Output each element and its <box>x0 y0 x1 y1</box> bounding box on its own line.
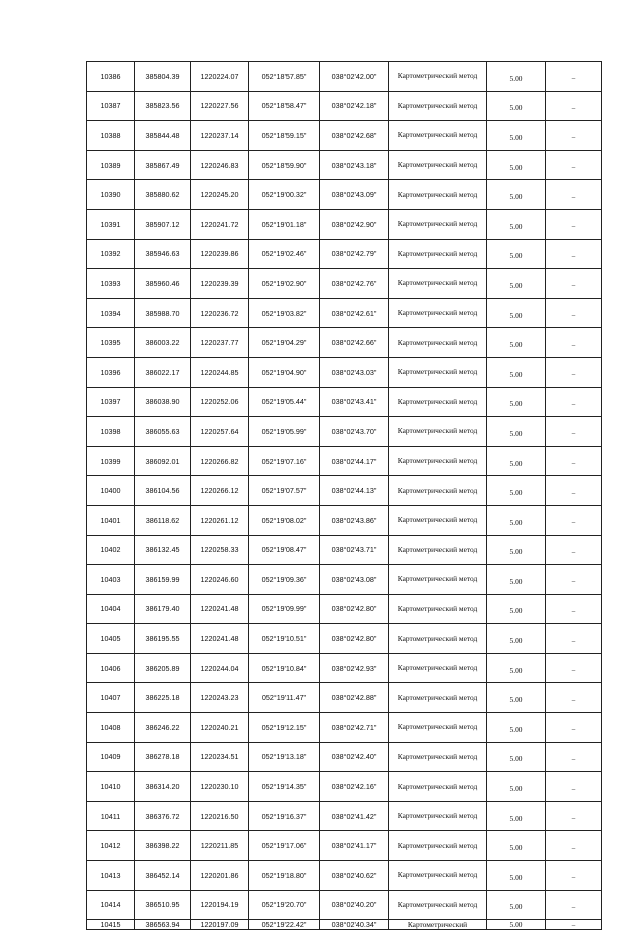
note-cell: – <box>546 742 602 772</box>
point-number-cell: 10409 <box>87 742 135 772</box>
latitude-cell: 052°19'13.18" <box>249 742 320 772</box>
latitude-cell: 052°19'07.57" <box>249 476 320 506</box>
x-coordinate-cell: 386022.17 <box>135 357 191 387</box>
method-cell: Картометрический метод <box>389 713 487 743</box>
latitude-cell: 052°19'02.46" <box>249 239 320 269</box>
accuracy-cell: 5.00 <box>487 920 546 930</box>
longitude-cell: 038°02'43.08" <box>320 565 389 595</box>
latitude-cell: 052°19'10.51" <box>249 624 320 654</box>
note-cell: – <box>546 801 602 831</box>
accuracy-cell: 5.00 <box>487 742 546 772</box>
accuracy-cell: 5.00 <box>487 269 546 299</box>
note-cell: – <box>546 861 602 891</box>
point-number-cell: 10401 <box>87 505 135 535</box>
table-row <box>87 653 602 683</box>
x-coordinate-cell: 386159.99 <box>135 565 191 595</box>
longitude-cell: 038°02'42.00" <box>320 62 389 92</box>
note-cell: – <box>546 624 602 654</box>
x-coordinate-cell: 385907.12 <box>135 209 191 239</box>
accuracy-cell: 5.00 <box>487 121 546 151</box>
method-cell: Картометрический метод <box>389 653 487 683</box>
y-coordinate-cell: 1220241.48 <box>191 624 249 654</box>
accuracy-cell: 5.00 <box>487 446 546 476</box>
longitude-cell: 038°02'43.18" <box>320 150 389 180</box>
point-number-cell: 10388 <box>87 121 135 151</box>
y-coordinate-cell: 1220239.86 <box>191 239 249 269</box>
table-row <box>87 387 602 417</box>
table-row <box>87 565 602 595</box>
latitude-cell: 052°19'17.06" <box>249 831 320 861</box>
table-row <box>87 535 602 565</box>
note-cell: – <box>546 239 602 269</box>
table-row <box>87 624 602 654</box>
x-coordinate-cell: 386132.45 <box>135 535 191 565</box>
method-cell: Картометрический метод <box>389 446 487 476</box>
y-coordinate-cell: 1220237.77 <box>191 328 249 358</box>
accuracy-cell: 5.00 <box>487 624 546 654</box>
method-cell: Картометрический метод <box>389 417 487 447</box>
accuracy-cell: 5.00 <box>487 417 546 447</box>
note-cell: – <box>546 328 602 358</box>
latitude-cell: 052°19'12.15" <box>249 713 320 743</box>
x-coordinate-cell: 386055.63 <box>135 417 191 447</box>
method-cell: Картометрический метод <box>389 565 487 595</box>
method-cell: Картометрический <box>389 920 487 930</box>
point-number-cell: 10402 <box>87 535 135 565</box>
point-number-cell: 10414 <box>87 890 135 920</box>
longitude-cell: 038°02'44.13" <box>320 476 389 506</box>
table-row <box>87 505 602 535</box>
latitude-cell: 052°19'05.44" <box>249 387 320 417</box>
latitude-cell: 052°19'02.90" <box>249 269 320 299</box>
latitude-cell: 052°19'01.18" <box>249 209 320 239</box>
accuracy-cell: 5.00 <box>487 91 546 121</box>
accuracy-cell: 5.00 <box>487 505 546 535</box>
y-coordinate-cell: 1220197.09 <box>191 920 249 930</box>
y-coordinate-cell: 1220258.33 <box>191 535 249 565</box>
longitude-cell: 038°02'44.17" <box>320 446 389 476</box>
longitude-cell: 038°02'41.42" <box>320 801 389 831</box>
x-coordinate-cell: 386225.18 <box>135 683 191 713</box>
note-cell: – <box>546 387 602 417</box>
x-coordinate-cell: 385867.49 <box>135 150 191 180</box>
x-coordinate-cell: 385880.62 <box>135 180 191 210</box>
note-cell: – <box>546 683 602 713</box>
note-cell: – <box>546 772 602 802</box>
y-coordinate-cell: 1220237.14 <box>191 121 249 151</box>
method-cell: Картометрический метод <box>389 121 487 151</box>
note-cell: – <box>546 713 602 743</box>
x-coordinate-cell: 386563.94 <box>135 920 191 930</box>
method-cell: Картометрический метод <box>389 594 487 624</box>
note-cell: – <box>546 269 602 299</box>
longitude-cell: 038°02'42.90" <box>320 209 389 239</box>
accuracy-cell: 5.00 <box>487 298 546 328</box>
y-coordinate-cell: 1220266.12 <box>191 476 249 506</box>
y-coordinate-cell: 1220211.85 <box>191 831 249 861</box>
longitude-cell: 038°02'43.03" <box>320 357 389 387</box>
table-row <box>87 801 602 831</box>
method-cell: Картометрический метод <box>389 624 487 654</box>
longitude-cell: 038°02'42.16" <box>320 772 389 802</box>
y-coordinate-cell: 1220252.06 <box>191 387 249 417</box>
latitude-cell: 052°19'04.29" <box>249 328 320 358</box>
point-number-cell: 10403 <box>87 565 135 595</box>
x-coordinate-cell: 385844.48 <box>135 121 191 151</box>
point-number-cell: 10413 <box>87 861 135 891</box>
latitude-cell: 052°18'57.85" <box>249 62 320 92</box>
method-cell: Картометрический метод <box>389 328 487 358</box>
note-cell: – <box>546 594 602 624</box>
table-row <box>87 742 602 772</box>
method-cell: Картометрический метод <box>389 476 487 506</box>
method-cell: Картометрический метод <box>389 62 487 92</box>
x-coordinate-cell: 385988.70 <box>135 298 191 328</box>
accuracy-cell: 5.00 <box>487 150 546 180</box>
note-cell: – <box>546 180 602 210</box>
longitude-cell: 038°02'43.71" <box>320 535 389 565</box>
x-coordinate-cell: 386092.01 <box>135 446 191 476</box>
point-number-cell: 10386 <box>87 62 135 92</box>
accuracy-cell: 5.00 <box>487 594 546 624</box>
table-row <box>87 328 602 358</box>
table-row <box>87 180 602 210</box>
accuracy-cell: 5.00 <box>487 328 546 358</box>
note-cell: – <box>546 831 602 861</box>
latitude-cell: 052°19'18.80" <box>249 861 320 891</box>
point-number-cell: 10415 <box>87 920 135 930</box>
latitude-cell: 052°19'11.47" <box>249 683 320 713</box>
table-body <box>87 62 602 930</box>
coordinates-table <box>86 61 602 930</box>
method-cell: Картометрический метод <box>389 831 487 861</box>
table-row <box>87 476 602 506</box>
y-coordinate-cell: 1220234.51 <box>191 742 249 772</box>
y-coordinate-cell: 1220246.60 <box>191 565 249 595</box>
note-cell: – <box>546 565 602 595</box>
accuracy-cell: 5.00 <box>487 713 546 743</box>
point-number-cell: 10400 <box>87 476 135 506</box>
accuracy-cell: 5.00 <box>487 683 546 713</box>
method-cell: Картометрический метод <box>389 298 487 328</box>
longitude-cell: 038°02'42.18" <box>320 91 389 121</box>
note-cell: – <box>546 91 602 121</box>
x-coordinate-cell: 386376.72 <box>135 801 191 831</box>
point-number-cell: 10405 <box>87 624 135 654</box>
table-row <box>87 239 602 269</box>
note-cell: – <box>546 150 602 180</box>
y-coordinate-cell: 1220230.10 <box>191 772 249 802</box>
table-row <box>87 446 602 476</box>
x-coordinate-cell: 386104.56 <box>135 476 191 506</box>
y-coordinate-cell: 1220244.85 <box>191 357 249 387</box>
note-cell: – <box>546 62 602 92</box>
note-cell: – <box>546 417 602 447</box>
longitude-cell: 038°02'42.80" <box>320 624 389 654</box>
y-coordinate-cell: 1220236.72 <box>191 298 249 328</box>
point-number-cell: 10411 <box>87 801 135 831</box>
latitude-cell: 052°19'05.99" <box>249 417 320 447</box>
note-cell: – <box>546 298 602 328</box>
x-coordinate-cell: 385960.46 <box>135 269 191 299</box>
latitude-cell: 052°19'03.82" <box>249 298 320 328</box>
latitude-cell: 052°19'07.16" <box>249 446 320 476</box>
method-cell: Картометрический метод <box>389 357 487 387</box>
table-row <box>87 920 602 930</box>
note-cell: – <box>546 535 602 565</box>
method-cell: Картометрический метод <box>389 180 487 210</box>
method-cell: Картометрический метод <box>389 801 487 831</box>
longitude-cell: 038°02'42.80" <box>320 594 389 624</box>
note-cell: – <box>546 357 602 387</box>
point-number-cell: 10398 <box>87 417 135 447</box>
latitude-cell: 052°19'00.32" <box>249 180 320 210</box>
longitude-cell: 038°02'41.17" <box>320 831 389 861</box>
y-coordinate-cell: 1220243.23 <box>191 683 249 713</box>
accuracy-cell: 5.00 <box>487 772 546 802</box>
latitude-cell: 052°19'14.35" <box>249 772 320 802</box>
longitude-cell: 038°02'43.70" <box>320 417 389 447</box>
table-row <box>87 683 602 713</box>
table-row <box>87 772 602 802</box>
longitude-cell: 038°02'40.20" <box>320 890 389 920</box>
x-coordinate-cell: 385946.63 <box>135 239 191 269</box>
longitude-cell: 038°02'42.61" <box>320 298 389 328</box>
accuracy-cell: 5.00 <box>487 890 546 920</box>
method-cell: Картометрический метод <box>389 890 487 920</box>
note-cell: – <box>546 890 602 920</box>
method-cell: Картометрический метод <box>389 387 487 417</box>
accuracy-cell: 5.00 <box>487 387 546 417</box>
x-coordinate-cell: 386003.22 <box>135 328 191 358</box>
x-coordinate-cell: 386195.55 <box>135 624 191 654</box>
longitude-cell: 038°02'42.68" <box>320 121 389 151</box>
table-row <box>87 62 602 92</box>
accuracy-cell: 5.00 <box>487 535 546 565</box>
table-row <box>87 298 602 328</box>
y-coordinate-cell: 1220239.39 <box>191 269 249 299</box>
table-row <box>87 861 602 891</box>
point-number-cell: 10393 <box>87 269 135 299</box>
accuracy-cell: 5.00 <box>487 476 546 506</box>
method-cell: Картометрический метод <box>389 239 487 269</box>
x-coordinate-cell: 386398.22 <box>135 831 191 861</box>
longitude-cell: 038°02'42.88" <box>320 683 389 713</box>
latitude-cell: 052°19'10.84" <box>249 653 320 683</box>
note-cell: – <box>546 505 602 535</box>
longitude-cell: 038°02'42.79" <box>320 239 389 269</box>
x-coordinate-cell: 386278.18 <box>135 742 191 772</box>
point-number-cell: 10389 <box>87 150 135 180</box>
point-number-cell: 10390 <box>87 180 135 210</box>
longitude-cell: 038°02'40.62" <box>320 861 389 891</box>
x-coordinate-cell: 386038.90 <box>135 387 191 417</box>
accuracy-cell: 5.00 <box>487 831 546 861</box>
point-number-cell: 10391 <box>87 209 135 239</box>
y-coordinate-cell: 1220240.21 <box>191 713 249 743</box>
method-cell: Картометрический метод <box>389 150 487 180</box>
y-coordinate-cell: 1220201.86 <box>191 861 249 891</box>
table-row <box>87 417 602 447</box>
y-coordinate-cell: 1220194.19 <box>191 890 249 920</box>
latitude-cell: 052°19'20.70" <box>249 890 320 920</box>
accuracy-cell: 5.00 <box>487 565 546 595</box>
latitude-cell: 052°19'09.36" <box>249 565 320 595</box>
longitude-cell: 038°02'42.76" <box>320 269 389 299</box>
y-coordinate-cell: 1220224.07 <box>191 62 249 92</box>
method-cell: Картометрический метод <box>389 91 487 121</box>
accuracy-cell: 5.00 <box>487 801 546 831</box>
point-number-cell: 10410 <box>87 772 135 802</box>
point-number-cell: 10394 <box>87 298 135 328</box>
point-number-cell: 10396 <box>87 357 135 387</box>
y-coordinate-cell: 1220245.20 <box>191 180 249 210</box>
accuracy-cell: 5.00 <box>487 861 546 891</box>
note-cell: – <box>546 653 602 683</box>
point-number-cell: 10406 <box>87 653 135 683</box>
accuracy-cell: 5.00 <box>487 239 546 269</box>
accuracy-cell: 5.00 <box>487 180 546 210</box>
accuracy-cell: 5.00 <box>487 653 546 683</box>
accuracy-cell: 5.00 <box>487 357 546 387</box>
point-number-cell: 10387 <box>87 91 135 121</box>
table-row <box>87 209 602 239</box>
note-cell: – <box>546 446 602 476</box>
point-number-cell: 10395 <box>87 328 135 358</box>
longitude-cell: 038°02'43.41" <box>320 387 389 417</box>
note-cell: – <box>546 476 602 506</box>
x-coordinate-cell: 386452.14 <box>135 861 191 891</box>
latitude-cell: 052°19'08.47" <box>249 535 320 565</box>
note-cell: – <box>546 121 602 151</box>
x-coordinate-cell: 386314.20 <box>135 772 191 802</box>
table-row <box>87 121 602 151</box>
method-cell: Картометрический метод <box>389 683 487 713</box>
table-row <box>87 831 602 861</box>
table-row <box>87 357 602 387</box>
longitude-cell: 038°02'40.34" <box>320 920 389 930</box>
table-row <box>87 91 602 121</box>
longitude-cell: 038°02'42.40" <box>320 742 389 772</box>
method-cell: Картометрический метод <box>389 209 487 239</box>
x-coordinate-cell: 386246.22 <box>135 713 191 743</box>
method-cell: Картометрический метод <box>389 505 487 535</box>
note-cell: – <box>546 920 602 930</box>
latitude-cell: 052°19'08.02" <box>249 505 320 535</box>
latitude-cell: 052°19'16.37" <box>249 801 320 831</box>
x-coordinate-cell: 386510.95 <box>135 890 191 920</box>
point-number-cell: 10399 <box>87 446 135 476</box>
method-cell: Картометрический метод <box>389 269 487 299</box>
point-number-cell: 10412 <box>87 831 135 861</box>
y-coordinate-cell: 1220266.82 <box>191 446 249 476</box>
x-coordinate-cell: 386118.62 <box>135 505 191 535</box>
longitude-cell: 038°02'42.71" <box>320 713 389 743</box>
latitude-cell: 052°18'59.90" <box>249 150 320 180</box>
point-number-cell: 10408 <box>87 713 135 743</box>
y-coordinate-cell: 1220246.83 <box>191 150 249 180</box>
point-number-cell: 10407 <box>87 683 135 713</box>
y-coordinate-cell: 1220241.48 <box>191 594 249 624</box>
y-coordinate-cell: 1220244.04 <box>191 653 249 683</box>
table-row <box>87 713 602 743</box>
latitude-cell: 052°19'09.99" <box>249 594 320 624</box>
point-number-cell: 10397 <box>87 387 135 417</box>
latitude-cell: 052°18'59.15" <box>249 121 320 151</box>
x-coordinate-cell: 386179.40 <box>135 594 191 624</box>
method-cell: Картометрический метод <box>389 742 487 772</box>
note-cell: – <box>546 209 602 239</box>
y-coordinate-cell: 1220227.56 <box>191 91 249 121</box>
longitude-cell: 038°02'43.86" <box>320 505 389 535</box>
y-coordinate-cell: 1220261.12 <box>191 505 249 535</box>
table-row <box>87 594 602 624</box>
longitude-cell: 038°02'43.09" <box>320 180 389 210</box>
longitude-cell: 038°02'42.93" <box>320 653 389 683</box>
y-coordinate-cell: 1220257.64 <box>191 417 249 447</box>
longitude-cell: 038°02'42.66" <box>320 328 389 358</box>
latitude-cell: 052°19'22.42" <box>249 920 320 930</box>
latitude-cell: 052°19'04.90" <box>249 357 320 387</box>
table-row <box>87 150 602 180</box>
x-coordinate-cell: 385804.39 <box>135 62 191 92</box>
y-coordinate-cell: 1220216.50 <box>191 801 249 831</box>
method-cell: Картометрический метод <box>389 861 487 891</box>
table-row <box>87 269 602 299</box>
x-coordinate-cell: 385823.56 <box>135 91 191 121</box>
method-cell: Картометрический метод <box>389 535 487 565</box>
latitude-cell: 052°18'58.47" <box>249 91 320 121</box>
y-coordinate-cell: 1220241.72 <box>191 209 249 239</box>
accuracy-cell: 5.00 <box>487 209 546 239</box>
point-number-cell: 10392 <box>87 239 135 269</box>
accuracy-cell: 5.00 <box>487 62 546 92</box>
x-coordinate-cell: 386205.89 <box>135 653 191 683</box>
point-number-cell: 10404 <box>87 594 135 624</box>
method-cell: Картометрический метод <box>389 772 487 802</box>
